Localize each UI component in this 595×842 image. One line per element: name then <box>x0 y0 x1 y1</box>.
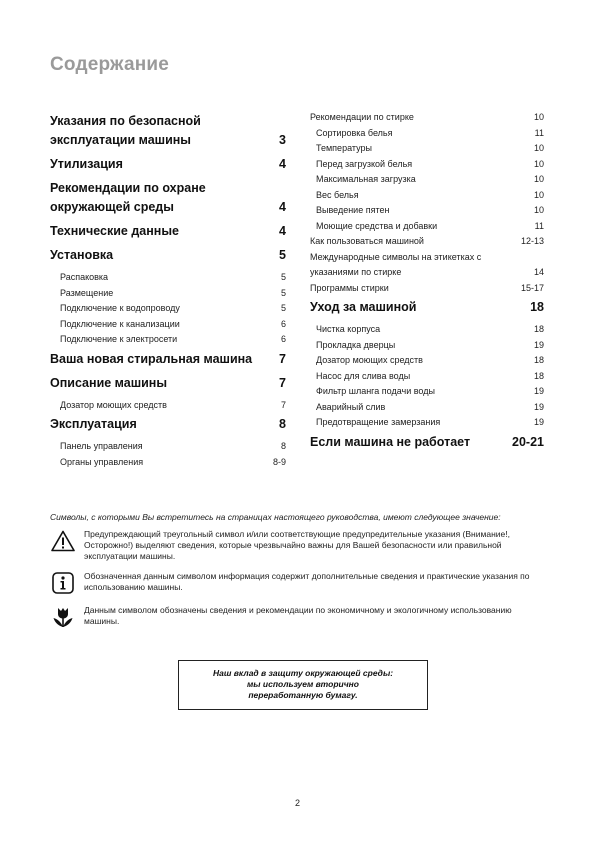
toc-entry-title <box>310 203 534 219</box>
toc-entry-page: 10 <box>533 143 544 153</box>
toc-section <box>50 350 286 369</box>
toc-entry-page: 5 <box>280 272 286 282</box>
warning-triangle-icon <box>50 528 76 554</box>
symbols-legend <box>50 512 545 638</box>
toc-entry-page: 18 <box>533 355 544 365</box>
toc-entry-title-line: Насос для слива воды <box>316 370 411 381</box>
toc-entry-page: 4 <box>279 157 286 171</box>
toc-entry-title-line: Распаковка <box>60 272 109 282</box>
toc-entry-title-line: Чистка корпуса <box>316 324 381 334</box>
toc-entry-title <box>310 141 534 157</box>
toc-subsection <box>310 219 544 235</box>
toc-subsection <box>50 270 286 286</box>
toc-entry-title <box>310 298 530 317</box>
toc-section <box>310 433 544 452</box>
toc-entry-title <box>310 110 534 126</box>
legend-text-warning: Предупреждающий треугольный символ и/или соответствующие предупредительные указания (Внимание!, Осторожно!) выделяют сведения, которые чрезвычайно важны для Вашей безопасности или правильной эксплуатации машины. <box>84 529 510 561</box>
toc-subsection <box>310 188 544 204</box>
toc-entry-title-line: Утилизация <box>50 157 123 171</box>
toc-entry-title <box>310 157 534 173</box>
toc-subsection <box>50 398 286 414</box>
legend-row-eco <box>50 604 545 630</box>
toc-entry-title-line: Аварийный слив <box>316 401 386 412</box>
toc-entry-title <box>50 398 281 414</box>
toc-subsection <box>50 317 286 333</box>
toc-entry-page: 18 <box>533 370 544 381</box>
toc-entry-title <box>50 270 281 286</box>
toc-entry-title-line: окружающей среды <box>50 200 174 214</box>
toc-entry-page: 4 <box>279 200 286 214</box>
toc-entry-title <box>310 126 535 142</box>
toc-entry-title <box>50 350 279 369</box>
toc-right-column <box>310 110 544 457</box>
toc-entry-title <box>310 338 534 354</box>
toc-entry-title-line: Дозатор моющих средств <box>60 399 167 410</box>
toc-entry-title <box>50 317 281 333</box>
toc-subsection <box>310 250 544 281</box>
toc-entry-title-line: Подключение к водопроводу <box>60 303 180 313</box>
toc-entry-title <box>50 112 279 150</box>
toc-subsection <box>310 415 544 431</box>
toc-entry-title-line: Как пользоваться машиной <box>310 236 424 246</box>
toc-subsection <box>310 384 544 400</box>
toc-entry-page: 20-21 <box>512 434 544 449</box>
toc-entry-title <box>310 250 534 281</box>
toc-entry-title <box>310 353 534 369</box>
toc-entry-title-line: Выведение пятен <box>316 205 390 215</box>
toc-subsection <box>310 353 544 369</box>
toc-section <box>50 222 286 241</box>
toc-entry-page: 19 <box>533 417 544 427</box>
toc-entry-title-line: Температуры <box>316 143 372 153</box>
toc-entry-title-line: Максимальная загрузка <box>316 174 416 184</box>
toc-entry-page: 19 <box>533 386 544 396</box>
toc-subsection <box>50 301 286 317</box>
toc-entry-title <box>50 222 279 241</box>
toc-entry-title <box>310 172 534 188</box>
toc-entry-page: 6 <box>280 334 286 344</box>
toc-section <box>310 298 544 317</box>
page-number: 2 <box>294 798 300 808</box>
toc-subsection <box>50 286 286 302</box>
toc-entry-title-line: Рекомендации по стирке <box>310 112 414 122</box>
toc-entry-title-line: Органы управления <box>60 456 144 467</box>
toc-entry-page: 3 <box>279 133 286 147</box>
toc-subsection <box>310 338 544 354</box>
eco-note-line: мы используем вторично <box>247 679 359 689</box>
toc-entry-page: 5 <box>280 303 286 313</box>
toc-entry-title <box>50 179 279 217</box>
toc-entry-title <box>310 400 534 416</box>
toc-subsection <box>310 172 544 188</box>
legend-row-warning <box>50 528 545 562</box>
toc-entry-title <box>50 155 279 174</box>
toc-entry-page: 5 <box>279 248 286 262</box>
toc-entry-title <box>50 439 281 455</box>
toc-subsection <box>310 369 544 385</box>
toc-entry-title-line: Если машина не работает <box>310 434 471 449</box>
toc-entry-title <box>310 188 534 204</box>
toc-entry-title-line: Рекомендации по охране <box>50 181 206 195</box>
toc-entry-title <box>310 369 534 385</box>
toc-entry-title-line: Размещение <box>60 287 114 298</box>
toc-entry-title <box>310 433 512 452</box>
toc-entry-title-line: Моющие средства и добавки <box>316 220 438 231</box>
toc-entry-page: 7 <box>280 399 286 410</box>
toc-entry-page: 11 <box>534 127 544 138</box>
eco-note-line: переработанную бумагу. <box>248 690 358 700</box>
toc-entry-title <box>310 384 534 400</box>
toc-subsection <box>310 234 544 250</box>
toc-section <box>50 155 286 174</box>
toc-entry-page: 18 <box>533 324 544 334</box>
toc-entry-title-line: Перед загрузкой белья <box>316 158 413 169</box>
toc-entry-title-line: Сортировка белья <box>316 127 393 138</box>
toc-entry-title-line: указаниями по стирке <box>310 267 402 277</box>
toc-entry-page: 8-9 <box>272 456 286 467</box>
toc-left-column <box>50 110 286 470</box>
tulip-eco-icon <box>50 604 76 630</box>
toc-entry-page: 15-17 <box>520 282 544 293</box>
toc-entry-title <box>310 234 521 250</box>
toc-entry-page: 5 <box>280 287 286 298</box>
toc-section <box>50 179 286 217</box>
toc-entry-page: 6 <box>280 318 286 329</box>
toc-entry-title <box>50 415 279 434</box>
toc-entry-title <box>310 415 534 431</box>
toc-entry-title <box>50 374 279 393</box>
toc-entry-title-line: Описание машины <box>50 375 168 390</box>
toc-entry-page: 8 <box>279 417 286 431</box>
info-icon <box>50 570 76 596</box>
eco-note-line: Наш вклад в защиту окружающей среды: <box>212 668 394 678</box>
toc-entry-title-line: Международные символы на этикетках с <box>310 251 482 262</box>
toc-subsection <box>50 455 286 471</box>
page-title: Содержание <box>50 54 170 75</box>
legend-text-info: Обозначенная данным символом информация содержит дополнительные сведения и практические указания по использованию машины. <box>84 571 530 592</box>
legend-text-eco: Данным символом обозначены сведения и рекомендации по экономичному и экологичному использованию машины. <box>84 605 512 626</box>
toc-entry-page: 10 <box>533 174 544 184</box>
toc-section <box>50 374 286 393</box>
toc-subsection <box>310 157 544 173</box>
toc-subsection <box>310 203 544 219</box>
toc-subsection <box>310 110 544 126</box>
toc-entry-title <box>50 286 281 302</box>
eco-note-box <box>178 660 428 710</box>
toc-entry-page: 10 <box>533 112 544 122</box>
toc-entry-title-line: Ваша новая стиральная машина <box>50 351 253 366</box>
toc-entry-title <box>50 332 281 348</box>
toc-entry-title <box>310 322 534 338</box>
toc-entry-page: 12-13 <box>520 236 544 246</box>
toc-entry-page: 10 <box>533 205 544 215</box>
toc-section <box>50 415 286 434</box>
toc-entry-title-line: Подключение к канализации <box>60 318 180 329</box>
toc-entry-title-line: Вес белья <box>316 189 359 200</box>
toc-entry-page: 4 <box>279 224 286 238</box>
toc-entry-page: 8 <box>280 441 286 451</box>
toc-entry-title-line: Панель управления <box>60 441 143 451</box>
toc-subsection <box>310 126 544 142</box>
toc-entry-title-line: Предотвращение замерзания <box>316 417 441 427</box>
toc-entry-title <box>310 219 535 235</box>
toc-entry-page: 7 <box>279 375 286 390</box>
toc-subsection <box>50 332 286 348</box>
toc-entry-title-line: Эксплуатация <box>50 417 137 431</box>
toc-entry-page: 14 <box>533 267 544 277</box>
toc-entry-title-line: Дозатор моющих средств <box>316 355 423 365</box>
toc-subsection <box>310 322 544 338</box>
toc-entry-page: 11 <box>534 220 544 231</box>
toc-subsection <box>50 439 286 455</box>
toc-entry-page: 19 <box>533 339 544 350</box>
toc-entry-title-line: Программы стирки <box>310 282 389 293</box>
toc-entry-title-line: Фильтр шланга подачи воды <box>316 386 435 396</box>
toc-entry-page: 19 <box>533 401 544 412</box>
toc-entry-page: 10 <box>533 158 544 169</box>
toc-entry-title <box>50 246 279 265</box>
toc-subsection <box>310 400 544 416</box>
toc-section <box>50 246 286 265</box>
toc-entry-title-line: эксплуатации машины <box>50 133 191 147</box>
toc-entry-page: 7 <box>279 351 286 366</box>
legend-intro: Символы, с которыми Вы встретитесь на страницах настоящего руководства, имеют следующее значение: <box>50 512 501 522</box>
toc-entry-title <box>50 455 273 471</box>
toc-entry-page: 10 <box>533 189 544 200</box>
toc-entry-title-line: Технические данные <box>50 224 179 238</box>
toc-entry-title-line: Подключение к электросети <box>60 334 178 344</box>
toc-entry-title <box>50 301 281 317</box>
toc-entry-title <box>310 281 521 297</box>
toc-entry-title-line: Прокладка дверцы <box>316 339 396 350</box>
toc-entry-title-line: Указания по безопасной <box>50 114 201 128</box>
toc-subsection <box>310 141 544 157</box>
legend-row-info <box>50 570 545 596</box>
toc-entry-title-line: Уход за машиной <box>310 300 417 314</box>
toc-subsection <box>310 281 544 297</box>
toc-section <box>50 112 286 150</box>
toc-entry-title-line: Установка <box>50 248 114 262</box>
toc-entry-page: 18 <box>530 300 544 314</box>
